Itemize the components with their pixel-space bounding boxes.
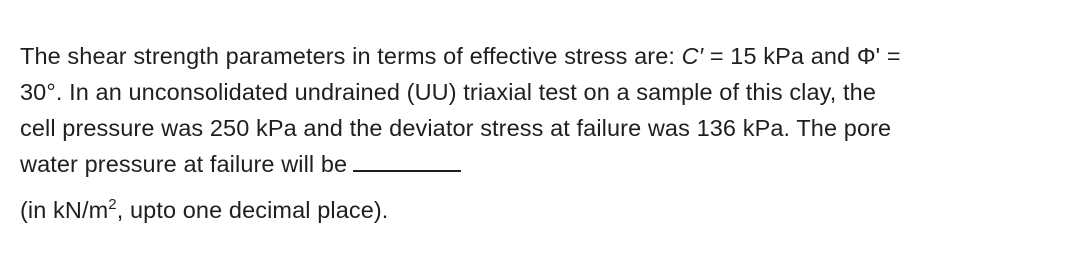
unit-instruction	[20, 192, 1060, 228]
question-line-3: cell pressure was 250 kPa and the deviator stress at failure was 136 kPa. The pore	[20, 115, 892, 141]
question-line-2: 30°. In an unconsolidated undrained (UU) triaxial test on a sample of this clay, the	[20, 79, 876, 105]
question-line-1-end: = 15 kPa and Φ' =	[703, 43, 901, 69]
question-line-1	[20, 38, 1060, 74]
answer-blank	[353, 170, 461, 172]
unit-instruction-start: (in kN/m	[20, 197, 109, 223]
cohesion-symbol: C′	[681, 43, 704, 69]
question-line-4-text: water pressure at failure will be	[20, 151, 348, 177]
unit-exponent: 2	[108, 196, 117, 213]
question-line-1-start: The shear strength parameters in terms of effective stress are:	[20, 43, 682, 69]
question-line-4	[20, 146, 1060, 182]
question-text	[20, 38, 1060, 228]
unit-instruction-end: , upto one decimal place).	[116, 197, 389, 223]
